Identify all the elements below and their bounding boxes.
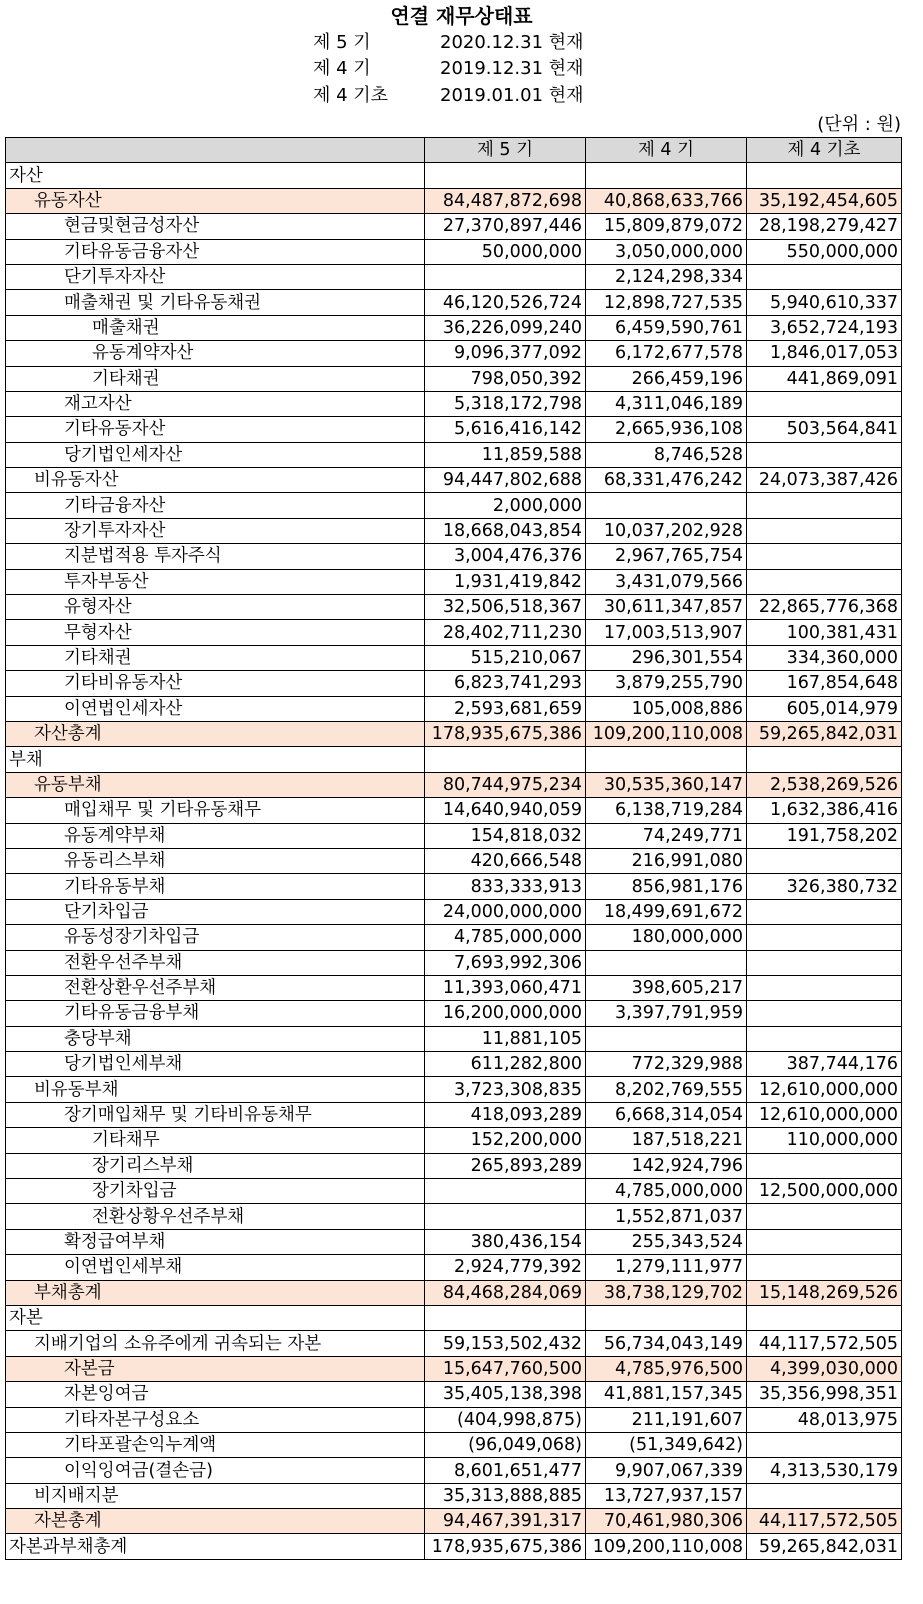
value-current-period [425,1305,586,1330]
value-prior-period [586,163,747,188]
value-current-period: 178,935,675,386 [425,1534,586,1559]
value-prior-beginning [747,163,902,188]
table-row [6,1356,902,1381]
value-current-period: 9,096,377,092 [425,341,586,366]
value-current-period: 154,818,032 [425,823,586,848]
value-prior-period: 8,202,769,555 [586,1077,747,1102]
value-current-period: 7,693,992,306 [425,950,586,975]
table-row [6,366,902,391]
value-prior-beginning: 22,865,776,368 [747,595,902,620]
value-current-period: 3,723,308,835 [425,1077,586,1102]
value-prior-beginning: 35,192,454,605 [747,188,902,213]
value-current-period: 420,666,548 [425,848,586,873]
value-prior-period: 2,967,765,754 [586,544,747,569]
table-row [6,1052,902,1077]
value-current-period: 35,313,888,885 [425,1483,586,1508]
value-current-period: 84,468,284,069 [425,1280,586,1305]
value-current-period: 5,616,416,142 [425,417,586,442]
value-current-period [425,1179,586,1204]
account-name: 기타유동금융부채 [6,1001,425,1026]
period-label: 제 4 기초 [313,85,389,106]
table-row [6,620,902,645]
table-row [6,645,902,670]
account-name: 기타비유동자산 [6,671,425,696]
statement-title: 연결 재무상태표 [390,4,533,28]
account-name: 유동계약자산 [6,341,425,366]
value-prior-beginning: 191,758,202 [747,823,902,848]
table-row [6,544,902,569]
value-prior-beginning: 1,846,017,053 [747,341,902,366]
table-row [6,239,902,264]
table-row [6,1153,902,1178]
account-name: 기타채무 [6,1128,425,1153]
value-current-period [425,1204,586,1229]
value-prior-period: 6,459,590,761 [586,315,747,340]
account-name: 비지배지분 [6,1483,425,1508]
table-row [6,848,902,873]
value-prior-period: 38,738,129,702 [586,1280,747,1305]
period-date: 2020.12.31 현재 [440,32,584,53]
value-prior-period: 255,343,524 [586,1229,747,1254]
value-current-period: 24,000,000,000 [425,899,586,924]
value-prior-beginning [747,925,902,950]
account-name: 단기투자자산 [6,264,425,289]
value-prior-period: 15,809,879,072 [586,214,747,239]
value-prior-period: 4,311,046,189 [586,391,747,416]
value-prior-beginning: 4,313,530,179 [747,1458,902,1483]
value-current-period: 152,200,000 [425,1128,586,1153]
period-row-prior [313,56,613,82]
account-name: 매출채권 및 기타유동채권 [6,290,425,315]
table-row [6,1229,902,1254]
account-name: 비유동자산 [6,468,425,493]
value-prior-beginning: 3,652,724,193 [747,315,902,340]
value-prior-beginning: 550,000,000 [747,239,902,264]
account-name: 매입채무 및 기타유동채무 [6,798,425,823]
value-prior-period: 216,991,080 [586,848,747,873]
account-name: 자본금 [6,1356,425,1381]
value-prior-beginning [747,1432,902,1457]
table-row [6,1026,902,1051]
account-name: 투자부동산 [6,569,425,594]
value-current-period: 27,370,897,446 [425,214,586,239]
value-current-period: 611,282,800 [425,1052,586,1077]
value-prior-period: 2,124,298,334 [586,264,747,289]
account-name: 유동계약부채 [6,823,425,848]
value-prior-period: 30,611,347,857 [586,595,747,620]
value-prior-beginning [747,264,902,289]
account-name: 자본과부채총계 [6,1534,425,1559]
table-row [6,823,902,848]
table-row [6,696,902,721]
value-current-period: 36,226,099,240 [425,315,586,340]
period-date: 2019.12.31 현재 [440,58,584,79]
value-prior-period: 30,535,360,147 [586,772,747,797]
value-current-period: 16,200,000,000 [425,1001,586,1026]
table-row [6,442,902,467]
value-prior-period: 40,868,633,766 [586,188,747,213]
account-name: 확정급여부채 [6,1229,425,1254]
account-name: 단기차입금 [6,899,425,924]
account-name: 자산 [6,163,425,188]
account-name: 지배기업의 소유주에게 귀속되는 자본 [6,1331,425,1356]
value-prior-period: 9,907,067,339 [586,1458,747,1483]
value-current-period: 80,744,975,234 [425,772,586,797]
value-prior-beginning [747,569,902,594]
value-prior-period: 109,200,110,008 [586,721,747,746]
header-account [6,138,425,163]
table-row [6,925,902,950]
account-name: 전환우선주부채 [6,950,425,975]
value-prior-period: 17,003,513,907 [586,620,747,645]
table-row [6,721,902,746]
value-prior-period: (51,349,642) [586,1432,747,1457]
value-current-period: 6,823,741,293 [425,671,586,696]
period-date: 2019.01.01 현재 [440,85,584,106]
value-prior-beginning: 441,869,091 [747,366,902,391]
value-prior-period: 211,191,607 [586,1407,747,1432]
table-row [6,1509,902,1534]
table-row [6,595,902,620]
value-current-period: 50,000,000 [425,239,586,264]
account-name: 기타금융자산 [6,493,425,518]
account-name: 당기법인세부채 [6,1052,425,1077]
table-row [6,290,902,315]
table-row [6,1331,902,1356]
account-name: 자산총계 [6,721,425,746]
value-prior-beginning [747,1229,902,1254]
value-prior-beginning: 12,610,000,000 [747,1102,902,1127]
account-name: 이익잉여금(결손금) [6,1458,425,1483]
value-prior-period: 3,879,255,790 [586,671,747,696]
value-prior-period: 3,050,000,000 [586,239,747,264]
value-prior-period: 187,518,221 [586,1128,747,1153]
table-row [6,391,902,416]
value-prior-beginning: 1,632,386,416 [747,798,902,823]
table-row [6,899,902,924]
value-current-period: 8,601,651,477 [425,1458,586,1483]
value-prior-period: 12,898,727,535 [586,290,747,315]
value-prior-beginning [747,1001,902,1026]
header-prior-period: 제 4 기 [586,138,747,163]
value-prior-beginning: 44,117,572,505 [747,1331,902,1356]
value-prior-beginning [747,950,902,975]
value-current-period: 5,318,172,798 [425,391,586,416]
value-prior-period: 4,785,000,000 [586,1179,747,1204]
value-current-period: 18,668,043,854 [425,518,586,543]
account-name: 기타포괄손익누계액 [6,1432,425,1457]
value-current-period: (96,049,068) [425,1432,586,1457]
value-prior-period: 8,746,528 [586,442,747,467]
value-current-period: 11,859,588 [425,442,586,467]
value-prior-period: 41,881,157,345 [586,1382,747,1407]
value-current-period: 35,405,138,398 [425,1382,586,1407]
account-name: 유형자산 [6,595,425,620]
value-current-period: 2,593,681,659 [425,696,586,721]
account-name: 현금및현금성자산 [6,214,425,239]
table-row [6,975,902,1000]
table-row [6,1001,902,1026]
value-prior-beginning [747,975,902,1000]
value-current-period: 833,333,913 [425,874,586,899]
table-row [6,264,902,289]
value-prior-period [586,950,747,975]
table-row [6,1407,902,1432]
value-prior-beginning [747,442,902,467]
account-name: 이연법인세자산 [6,696,425,721]
value-prior-beginning [747,391,902,416]
value-current-period [425,747,586,772]
value-current-period: 178,935,675,386 [425,721,586,746]
value-prior-beginning [747,848,902,873]
value-prior-beginning: 28,198,279,427 [747,214,902,239]
value-prior-beginning: 167,854,648 [747,671,902,696]
value-prior-period [586,1026,747,1051]
table-row [6,1458,902,1483]
value-current-period: 32,506,518,367 [425,595,586,620]
table-row [6,747,902,772]
value-prior-beginning: 110,000,000 [747,1128,902,1153]
account-name: 기타채권 [6,366,425,391]
value-prior-period: 13,727,937,157 [586,1483,747,1508]
value-prior-beginning [747,1483,902,1508]
account-name: 기타유동금융자산 [6,239,425,264]
value-current-period: 2,000,000 [425,493,586,518]
value-prior-beginning: 387,744,176 [747,1052,902,1077]
table-row [6,518,902,543]
account-name: 장기리스부채 [6,1153,425,1178]
value-prior-period: 6,668,314,054 [586,1102,747,1127]
account-name: 유동성장기차입금 [6,925,425,950]
value-prior-period: 70,461,980,306 [586,1509,747,1534]
value-prior-beginning: 15,148,269,526 [747,1280,902,1305]
value-prior-beginning [747,899,902,924]
value-prior-period: 3,431,079,566 [586,569,747,594]
value-prior-beginning [747,1026,902,1051]
table-row [6,341,902,366]
value-prior-beginning [747,1153,902,1178]
table-row [6,493,902,518]
account-name: 비유동부채 [6,1077,425,1102]
account-name: 기타채권 [6,645,425,670]
value-prior-beginning: 503,564,841 [747,417,902,442]
value-prior-period: 772,329,988 [586,1052,747,1077]
account-name: 지분법적용 투자주식 [6,544,425,569]
value-prior-beginning: 12,610,000,000 [747,1077,902,1102]
account-name: 자본잉여금 [6,1382,425,1407]
table-row [6,214,902,239]
table-row [6,1102,902,1127]
account-name: 유동리스부채 [6,848,425,873]
value-prior-period: 105,008,886 [586,696,747,721]
value-current-period: 418,093,289 [425,1102,586,1127]
value-current-period: 59,153,502,432 [425,1331,586,1356]
table-row [6,163,902,188]
value-prior-period [586,1305,747,1330]
table-row [6,1204,902,1229]
account-name: 장기투자자산 [6,518,425,543]
value-current-period: 380,436,154 [425,1229,586,1254]
value-prior-beginning: 59,265,842,031 [747,1534,902,1559]
value-current-period: (404,998,875) [425,1407,586,1432]
value-prior-beginning [747,1255,902,1280]
table-row [6,1305,902,1330]
value-current-period: 94,447,802,688 [425,468,586,493]
value-prior-beginning: 48,013,975 [747,1407,902,1432]
value-prior-beginning: 12,500,000,000 [747,1179,902,1204]
account-name: 재고자산 [6,391,425,416]
value-prior-period: 109,200,110,008 [586,1534,747,1559]
account-name: 자본 [6,1305,425,1330]
account-name: 당기법인세자산 [6,442,425,467]
account-name: 기타자본구성요소 [6,1407,425,1432]
value-prior-period: 142,924,796 [586,1153,747,1178]
value-current-period: 28,402,711,230 [425,620,586,645]
value-prior-beginning [747,1305,902,1330]
value-current-period: 14,640,940,059 [425,798,586,823]
value-current-period: 46,120,526,724 [425,290,586,315]
account-name: 자본총계 [6,1509,425,1534]
account-name: 무형자산 [6,620,425,645]
value-prior-period: 68,331,476,242 [586,468,747,493]
period-row-prior-beginning [313,83,613,109]
value-prior-beginning [747,544,902,569]
value-current-period: 2,924,779,392 [425,1255,586,1280]
table-row [6,569,902,594]
value-prior-beginning: 35,356,998,351 [747,1382,902,1407]
account-name: 전환상환우선주부채 [6,975,425,1000]
value-prior-period: 6,172,677,578 [586,341,747,366]
value-prior-beginning [747,1204,902,1229]
value-prior-beginning [747,518,902,543]
value-prior-beginning [747,493,902,518]
value-prior-period [586,747,747,772]
header-current-period: 제 5 기 [425,138,586,163]
value-prior-period: 6,138,719,284 [586,798,747,823]
account-name: 장기매입채무 및 기타비유동채무 [6,1102,425,1127]
period-label: 제 5 기 [313,32,371,53]
value-prior-beginning: 100,381,431 [747,620,902,645]
period-row-current [313,30,613,56]
value-current-period: 11,881,105 [425,1026,586,1051]
value-prior-beginning: 2,538,269,526 [747,772,902,797]
account-name: 유동부채 [6,772,425,797]
value-prior-beginning: 326,380,732 [747,874,902,899]
value-prior-period: 3,397,791,959 [586,1001,747,1026]
table-row [6,188,902,213]
account-name: 전환상황우선주부채 [6,1204,425,1229]
table-row [6,468,902,493]
table-row [6,772,902,797]
value-prior-period: 398,605,217 [586,975,747,1000]
value-prior-period [586,493,747,518]
account-name: 기타유동부채 [6,874,425,899]
table-row [6,1483,902,1508]
value-current-period: 15,647,760,500 [425,1356,586,1381]
value-prior-beginning [747,747,902,772]
value-current-period: 4,785,000,000 [425,925,586,950]
value-prior-beginning: 59,265,842,031 [747,721,902,746]
value-prior-beginning: 24,073,387,426 [747,468,902,493]
table-row [6,1432,902,1457]
value-prior-period: 1,552,871,037 [586,1204,747,1229]
account-name: 기타유동자산 [6,417,425,442]
table-row [6,417,902,442]
value-current-period: 94,467,391,317 [425,1509,586,1534]
header-prior-beginning: 제 4 기초 [747,138,902,163]
table-row [6,874,902,899]
value-prior-beginning: 605,014,979 [747,696,902,721]
value-prior-period: 266,459,196 [586,366,747,391]
value-prior-period: 10,037,202,928 [586,518,747,543]
value-prior-period: 56,734,043,149 [586,1331,747,1356]
account-name: 장기차입금 [6,1179,425,1204]
value-current-period [425,163,586,188]
table-row [6,671,902,696]
value-current-period [425,264,586,289]
value-prior-period: 296,301,554 [586,645,747,670]
value-current-period: 798,050,392 [425,366,586,391]
value-current-period: 11,393,060,471 [425,975,586,1000]
value-prior-period: 4,785,976,500 [586,1356,747,1381]
table-row [6,1128,902,1153]
account-name: 충당부채 [6,1026,425,1051]
value-current-period: 1,931,419,842 [425,569,586,594]
value-prior-period: 2,665,936,108 [586,417,747,442]
table-row [6,798,902,823]
value-current-period: 3,004,476,376 [425,544,586,569]
balance-sheet-table [5,137,902,1560]
account-name: 이연법인세부채 [6,1255,425,1280]
table-header-row [6,138,902,163]
period-label: 제 4 기 [313,58,371,79]
value-prior-period: 18,499,691,672 [586,899,747,924]
value-prior-period: 856,981,176 [586,874,747,899]
value-current-period: 515,210,067 [425,645,586,670]
account-name: 매출채권 [6,315,425,340]
table-row [6,1382,902,1407]
account-name: 부채총계 [6,1280,425,1305]
account-name: 유동자산 [6,188,425,213]
value-prior-beginning: 4,399,030,000 [747,1356,902,1381]
table-row [6,1280,902,1305]
table-row [6,1534,902,1559]
table-row [6,950,902,975]
value-prior-period: 74,249,771 [586,823,747,848]
value-prior-beginning: 5,940,610,337 [747,290,902,315]
value-current-period: 84,487,872,698 [425,188,586,213]
table-row [6,1179,902,1204]
account-name: 부채 [6,747,425,772]
value-prior-beginning: 44,117,572,505 [747,1509,902,1534]
table-row [6,1077,902,1102]
value-current-period: 265,893,289 [425,1153,586,1178]
value-prior-period: 1,279,111,977 [586,1255,747,1280]
table-row [6,315,902,340]
table-row [6,1255,902,1280]
value-prior-period: 180,000,000 [586,925,747,950]
table-body [6,163,902,1559]
value-prior-beginning: 334,360,000 [747,645,902,670]
unit-label: (단위 : 원) [817,114,901,135]
